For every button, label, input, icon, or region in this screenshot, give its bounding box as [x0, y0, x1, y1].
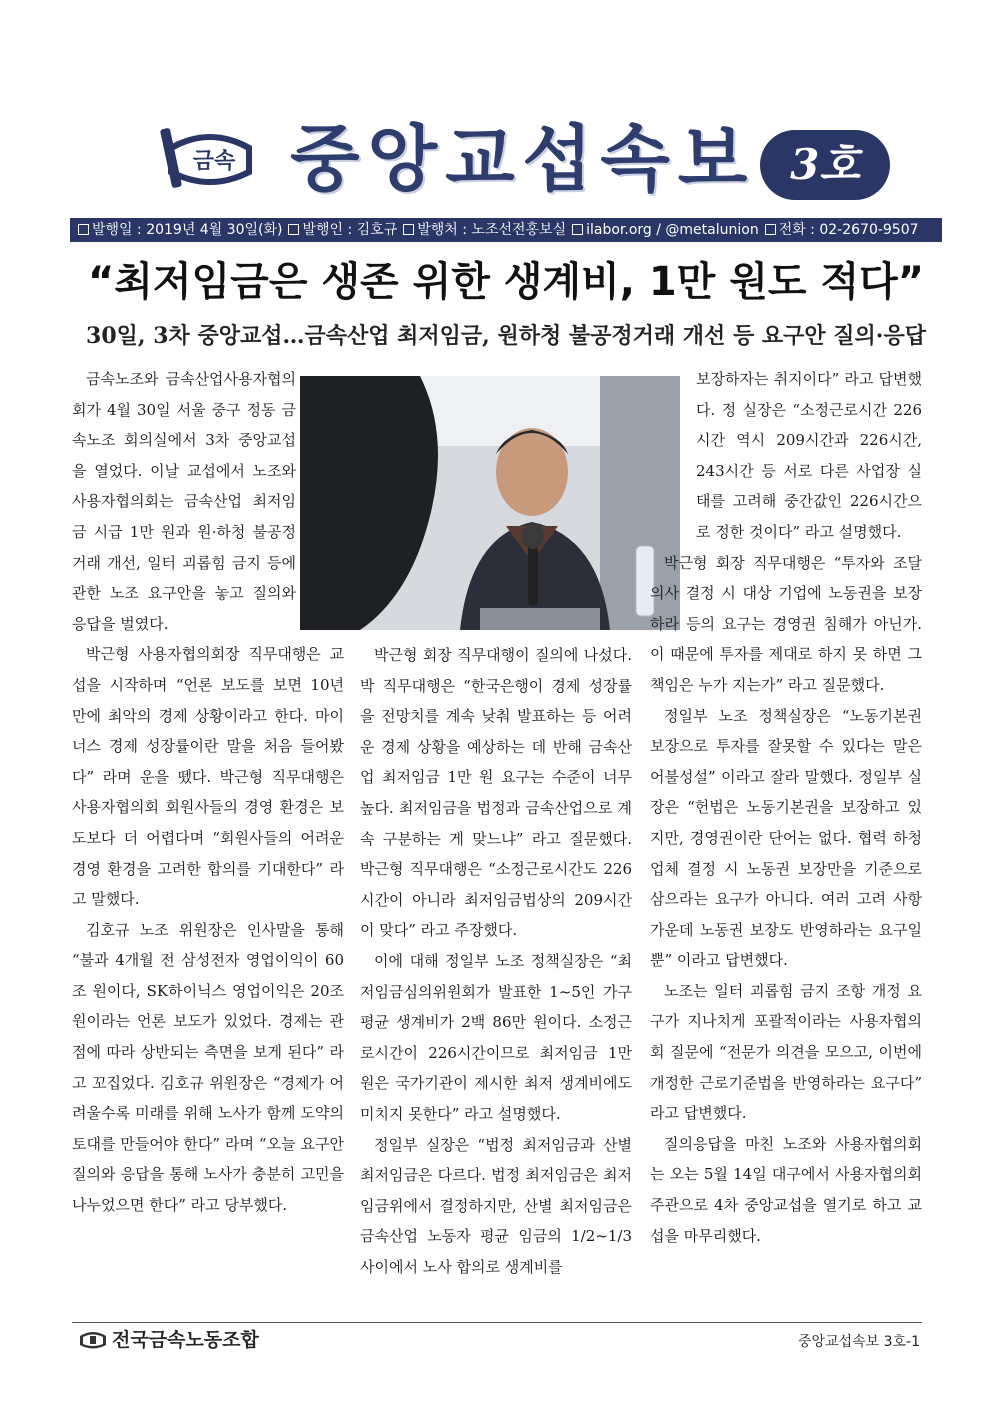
footer-page-label: 중앙교섭속보 3호-1 — [798, 1334, 920, 1350]
info-publisher: 발행인 : 김호규 — [288, 218, 397, 242]
article-column-2 — [360, 640, 632, 1282]
speaker-photo-image — [300, 376, 680, 630]
square-bullet-icon — [288, 224, 299, 235]
paragraph: 정일부 실장은 “법정 최저임금과 산별 최저임금은 다르다. 법정 최저임금은 최저임금위에서 결정하지만, 산별 최저임금은 금속산업 노동자 평균 임금의 1/2~1/3 사이에서 노사 합의로 생계비를 — [360, 1135, 632, 1276]
logo-text: 금속 — [192, 149, 236, 174]
paragraph: 박근형 사용자협의회장 직무대행은 교섭을 시작하며 “언론 보도를 보면 10년 만에 최악의 경제 상황이라고 한다. 마이너스 경제 성장률이란 말을 처음 들어봤다” 라며 운을 뗐다. 박근형 직무대행은 사용자협의회 회원사들의 경영 환경은 보도보다 더 어렵다며 “회원사들의 어려운 경영 환경을 고려한 합의를 기대한다” 라고 말했다. — [72, 645, 344, 909]
info-office: 발행처 : 노조선전홍보실 — [403, 218, 566, 242]
square-bullet-icon — [572, 224, 583, 235]
footer-divider — [72, 1322, 922, 1323]
info-phone: 전화 : 02-2670-9507 — [765, 218, 919, 242]
info-date: 발행일 : 2019년 4월 30일(화) — [78, 218, 282, 242]
union-logo — [160, 118, 260, 198]
headline: “최저임금은 생존 위한 생계비, 1만 원도 적다” — [87, 259, 925, 305]
paragraph: 질의응답을 마친 노조와 사용자협의회는 오는 5월 14일 대구에서 사용자협의회 주관으로 4차 중앙교섭을 열기로 하고 교섭을 마무리했다. — [650, 1134, 922, 1245]
info-web: ilabor.org / @metalunion — [572, 218, 759, 242]
footer-organization: 전국금속노동조합 — [112, 1329, 259, 1351]
paragraph: 정일부 노조 정책실장은 “노동기본권 보장으로 투자를 잘못할 수 있다는 말은 어불성설” 이라고 잘라 말했다. 정일부 실장은 “헌법은 노동기본권을 보장하고 있지만, 경영권이란 단어는 없다. 협력 하청업체 결정 시 노동권 보장만을 기준으로 삼으라는 요구가 아니다. 여러 고려 사항 가운데 노동권 보장도 반영하라는 요구일뿐” 이라고 답변했다. — [650, 706, 922, 970]
paragraph: 보장하자는 취지이다” 라고 답변했다. 정 실장은 “소정근로시간 226시간 역시 209시간과 226시간, 243시간 등 서로 다른 사업장 실태를 고려해 중간값인 226시간으로 정한 것이다” 라고 설명했다. — [696, 370, 922, 541]
subheadline: 30일, 3차 중앙교섭…금속산업 최저임금, 원하청 불공정거래 개선 등 요구안 질의·응답 — [86, 323, 926, 349]
issue-badge: 3호 — [760, 130, 890, 200]
paragraph: 김호규 노조 위원장은 인사말을 통해 “불과 4개월 전 삼성전자 영업이익이 60조 원이다, SK하이닉스 영업이익은 20조 원이라는 언론 보도가 있었다. 경제는 관점에 따라 상반되는 측면을 보게 된다” 라고 꼬집었다. 김호규 위원장은 “경제가 어려울수록 미래를 위해 노사가 함께 도약의 토대를 만들어야 한다” 라며 “오늘 요구안 질의와 응답을 통해 노사가 충분히 고민을 나누었으면 한다” 라고 당부했다. — [72, 920, 344, 1215]
square-bullet-icon — [78, 224, 89, 235]
info-bar — [70, 218, 942, 242]
newsletter-title: 중앙교섭속보 — [290, 117, 756, 201]
paragraph: 박근형 회장 직무대행이 질의에 나섰다. 박 직무대행은 “한국은행이 경제 성장률을 전망치를 계속 낮춰 발표하는 등 어려운 경제 상황을 예상하는 데 반해 금속산업 최저임금 1만 원 요구는 수준이 너무 높다. 최저임금을 법정과 금속산업으로 계속 구분하는 게 맞느냐” 라고 질문했다. 박근형 직무대행은 “소정근로시간도 226시간이 아니라 최저임금법상의 209시간이 맞다” 라고 주장했다. — [360, 646, 632, 940]
paragraph: 금속노조와 금속산업사용자협의회가 4월 30일 서울 중구 정동 금속노조 회의실에서 3차 중앙교섭을 열었다. 이날 교섭에서 노조와 사용자협의회는 금속산업 최저임금 시급 1만 원과 원·하청 불공정거래 개선, 일터 괴롭힘 금지 등에 관한 노조 요구안을 놓고 질의와 응답을 벌였다. — [72, 370, 296, 633]
article-column-3 — [650, 364, 922, 1251]
article-photo — [300, 376, 680, 630]
paragraph: 박근형 회장 직무대행은 “투자와 조달 의사 결정 시 대상 기업에 노동권을 보장하라 등의 요구는 경영권 침해가 아닌가. 이 때문에 투자를 제대로 하지 못 하면 그 책임은 누가 지는가” 라고 질문했다. — [650, 553, 922, 694]
union-logo-icon — [160, 118, 260, 198]
square-bullet-icon — [403, 224, 414, 235]
square-bullet-icon — [765, 224, 776, 235]
paragraph: 이에 대해 정일부 노조 정책실장은 “최저임금심의위원회가 발표한 1~5인 가구 평균 생계비가 2백 86만 원이다. 소정근로시간이 226시간이므로 최저임금 1만 원은 국가기관이 제시한 최저 생계비에도 미치지 못한다” 라고 설명했다. — [360, 951, 632, 1123]
union-footer-logo-icon — [78, 1328, 108, 1352]
paragraph: 노조는 일터 괴롭힘 금지 조항 개정 요구가 지나치게 포괄적이라는 사용자협의회 질문에 “전문가 의견을 모으고, 이번에 개정한 근로기준법을 반영하라는 요구다” 라고 답변했다. — [650, 981, 922, 1123]
